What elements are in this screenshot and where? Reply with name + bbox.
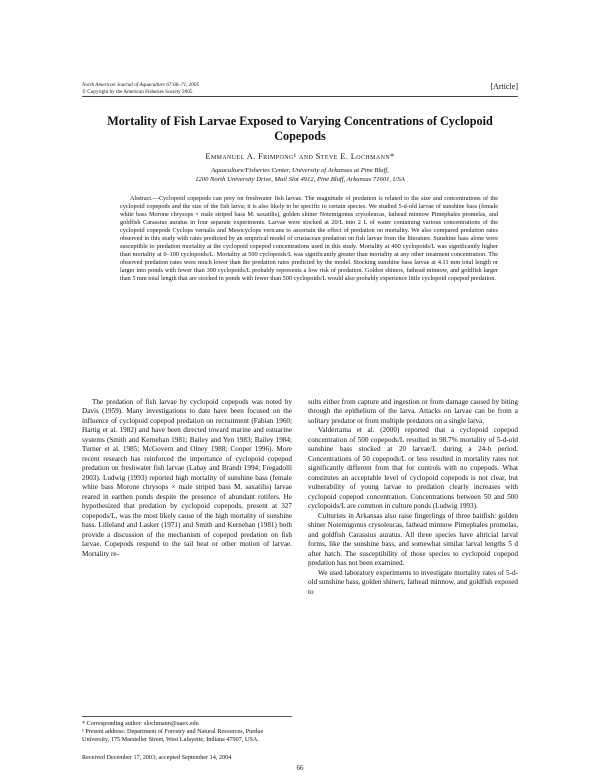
paragraph: The predation of fish larvae by cyclopoid copepods was noted by Davis (1959). Many investigations to date have been focused on the influence of cyclopoid copepod predation on recruitment (Fabian 1960; Hartig et al. 1982) and have been directed toward marine and estuarine systems (Smith and Kernehan 1981; Bailey and Yen 1983; Bailey 1984; Turner et al. 1985; McGovern and Olney 1988; Cooper 1996). More recent research has reinforced the importance of cyclopoid copepod predation on freshwater fish larvae (Labay and Brandt 1994; Fregadolli 2003). Ludwig (1993) reported high mortality of sunshine bass (female white bass Morone chrysops × male striped bass M. saxatilis) larvae reared in earthen ponds despite the presence of abundant rotifers. He hypothesized that predation by cyclopoid copepods, present at 327 copepods/L, was the most likely cause of the high mortality of sunshine bass. Lilleland and Lasker (1971) and Smith and Kernehan (1981) both provide a discussion of the mechanism of copepod predation on fish larvae. Copepods respond to the tail beat or other motion of larvae. Mortality re- (82, 398, 292, 558)
body-column-right (308, 398, 518, 597)
corresponding-author-footnote: * Corresponding author: slochmann@uaex.edu (82, 720, 199, 727)
paragraph: Culturists in Arkansas also raise fingerlings of three baitfish: golden shiner Notemigonus crysoleucas, fathead minnow Pimephales promelas, and goldfish Carassius auratus. All three species have altricial larval forms, like the sunshine bass, and somewhat similar larval lengths 5 d after hatch. The susceptibility of those species to cyclopoid copepod predation has not been examined. (308, 511, 518, 568)
copyright-line: © Copyright by the American Fisheries Society 2005 (82, 89, 193, 95)
footnotes (82, 716, 292, 744)
paragraph: Valderrama et al. (2000) reported that a cyclopoid copepod concentration of 500 copepods/L resulted in 98.7% mortality of 5-d-old sunshine bass stocked at 20 larvae/L during a 24-h period. Concentrations of 50 copepods/L or less resulted in mortality rates not significantly different from that for controls with no copepods. What constitutes an acceptable level of cyclopoid copepods is not clear, but vulnerability of young larvae to predation clearly increases with cyclopoid copepod concentration. Concentrations between 50 and 500 cyclopoids/L are common in culture ponds (Ludwig 1993). (308, 426, 518, 511)
present-address-footnote: ¹ Present address: Department of Forestry and Natural Resources, Purdue University, 175 Marsteller Street, West Lafayette, Indiana 47907, USA. (82, 728, 264, 743)
paragraph: We used laboratory experiments to investigate mortality rates of 5-d-old sunshine bass, golden shiners, fathead minnow, and goldfish exposed to (308, 568, 518, 596)
article-tag: [Article] (490, 82, 518, 91)
affiliation-line-1: Aquaculture/Fisheries Center, University of Arkansas at Pine Bluff, (211, 167, 389, 174)
abstract: Abstract.—Cyclopoid copepods can prey on freshwater fish larvae. The magnitude of predation is related to the size and concentrations of the cyclopoid copepods and the size of the fish larva; it is also likely to be specific to certain species. We studied 5-d-old larvae of sunshine bass (female white bass Morone chrysops × male striped bass M. saxatilis), golden shiner Notemigonus crysoleucas, fathead minnow Pimephales promelas, and goldfish Carassius auratus in four separate experiments. Larvae were stocked at 20/L into 2 L of water containing various concentrations of the cyclopoid copepods Cyclops vernalis and Mesocyclops vericans to ascertain the effect of predation on mortality. We also compared predation rates observed in this study with rates predicted by an empirical model of crustacean predation on fish larvae from the literature. Sunshine bass alone were susceptible to predation mortality at the cyclopoid copepod concentrations used in this study. Mortality at 400 cyclopoids/L was significantly higher than mortality at 0–100 cyclopoids/L. Mortality at 500 cyclopoids/L was significantly greater than mortality at any other treatment concentration. The observed predation rates were much lower than the predation rates predicted by the model. Stocking sunshine bass larvae at 4.11 mm total length or larger into ponds with fewer than 300 cyclopoids/L probably represents a low risk of predation. Golden shiners, fathead minnow, and goldfish larger than 5 mm total length that are stocked in ponds with fewer than 500 cyclopoids/L would also probably experience little cyclopoid copepod predation. (120, 195, 498, 283)
affiliation (82, 166, 518, 184)
page-number: 66 (296, 764, 304, 772)
paper-title: Mortality of Fish Larvae Exposed to Varying Concentrations of Cyclopoid Copepods (107, 114, 493, 143)
body-column-left (82, 398, 292, 559)
affiliation-line-2: 1200 North University Drive, Mail Slot 4912, Pine Bluff, Arkansas 71601, USA (195, 176, 405, 183)
authors: Emmanuel A. Frimpong¹ and Steve E. Lochmann* (205, 152, 395, 161)
journal-citation: North American Journal of Aquaculture 67:66–71, 2005 (82, 82, 200, 88)
received-dates: Received December 17, 2003; accepted September 14, 2004 (82, 754, 232, 761)
paragraph: sults either from capture and ingestion or from damage caused by biting through the epithelium of the larva. Attacks on larvae can be from a solitary predator or from multiple predators on a single larva. (308, 398, 518, 425)
header-divider (82, 96, 518, 97)
